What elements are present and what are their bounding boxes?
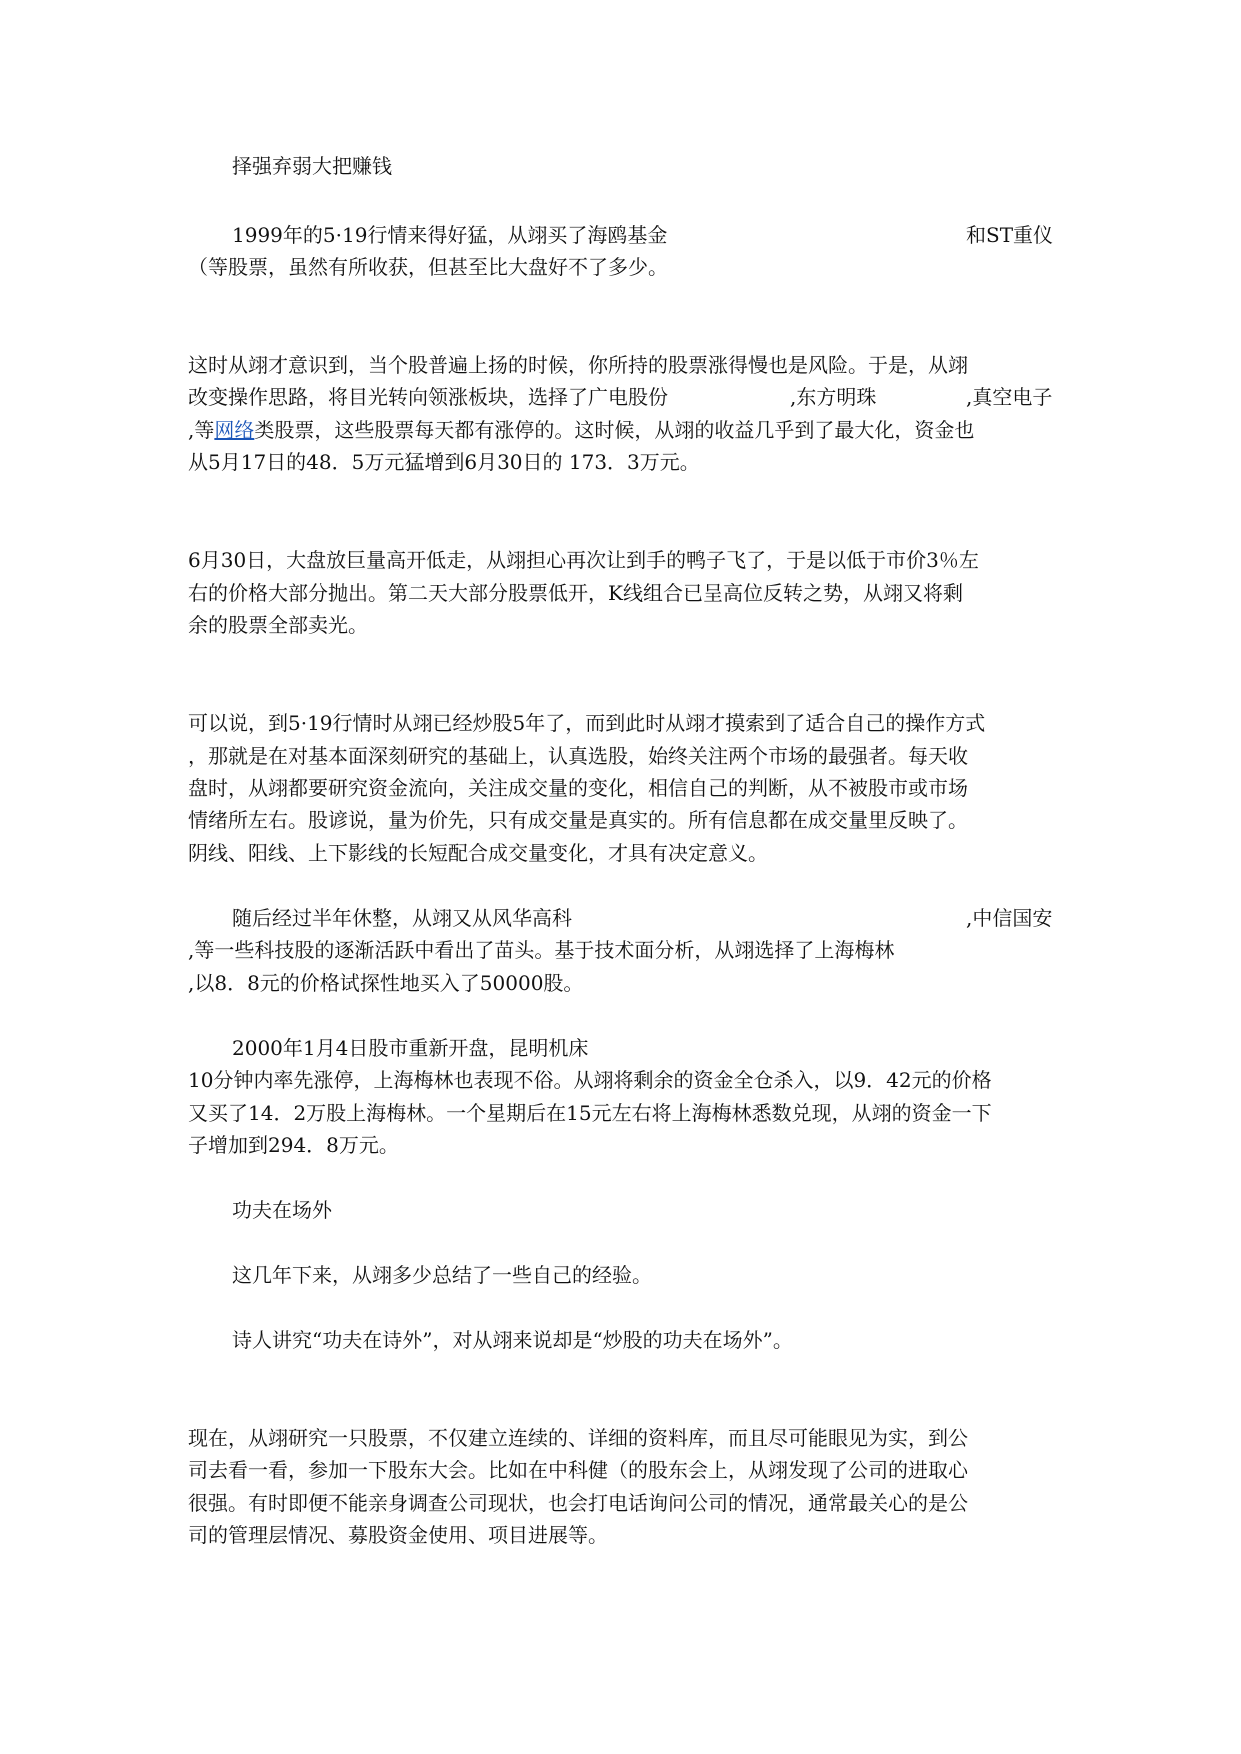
- p6-line3: 又买了14．2万股上海梅林。一个星期后在15元左右将上海梅林悉数兑现，从翊的资金一下: [188, 1101, 992, 1125]
- p6-line1: 2000年1月4日股市重新开盘，昆明机床: [232, 1036, 589, 1060]
- p1-line1-a: 1999年的5·19行情来得好猛，从翊买了海鸥基金: [232, 223, 668, 247]
- p2-line3-pre: ,等: [188, 418, 215, 442]
- p2-line2-b: ,东方明珠: [790, 385, 877, 409]
- p2-line1: 这时从翊才意识到，当个股普遍上扬的时候，你所持的股票涨得慢也是风险。于是，从翊: [188, 353, 968, 377]
- p9-line1: 现在，从翊研究一只股票，不仅建立连续的、详细的资料库，而且尽可能眼见为实，到公: [188, 1426, 968, 1450]
- network-link[interactable]: 网络: [214, 418, 255, 442]
- p5-line1-a: 随后经过半年休整，从翊又从风华高科: [232, 906, 572, 930]
- p8: 诗人讲究“功夫在诗外”，对从翊来说却是“炒股的功夫在场外”。: [232, 1328, 793, 1352]
- p2-line4: 从5月17日的48．5万元猛增到6月30日的 173．3万元。: [188, 450, 700, 474]
- p2-line3-post: 类股票，这些股票每天都有涨停的。这时候，从翊的收益几乎到了最大化，资金也: [254, 418, 975, 442]
- p5-line2: ,等一些科技股的逐渐活跃中看出了苗头。基于技术面分析，从翊选择了上海梅林: [188, 938, 895, 962]
- section-heading-1: 择强弃弱大把赚钱: [232, 154, 392, 178]
- p1-line2: （等股票，虽然有所收获，但甚至比大盘好不了多少。: [188, 255, 668, 279]
- p2-line3: [188, 417, 974, 443]
- p9-line4: 司的管理层情况、募股资金使用、项目进展等。: [188, 1523, 608, 1547]
- p4-line5: 阴线、阳线、上下影线的长短配合成交量变化，才具有决定意义。: [188, 841, 768, 865]
- p4-line4: 情绪所左右。股谚说，量为价先，只有成交量是真实的。所有信息都在成交量里反映了。: [188, 808, 968, 832]
- p4-line2: ，那就是在对基本面深刻研究的基础上，认真选股，始终关注两个市场的最强者。每天收: [188, 744, 968, 768]
- section-heading-2: 功夫在场外: [232, 1198, 332, 1222]
- p3-line3: 余的股票全部卖光。: [188, 613, 368, 637]
- p2-line2-a: 改变操作思路，将目光转向领涨板块，选择了广电股份: [188, 385, 668, 409]
- p6-line4: 子增加到294．8万元。: [188, 1133, 399, 1157]
- p2-line2-c: ,真空电子: [966, 385, 1053, 409]
- p1-line1-b: 和ST重仪: [966, 223, 1054, 247]
- p5-line1-b: ,中信国安: [966, 906, 1053, 930]
- p9-line2: 司去看一看，参加一下股东大会。比如在中科健（的股东会上，从翊发现了公司的进取心: [188, 1458, 968, 1482]
- p4-line3: 盘时，从翊都要研究资金流向，关注成交量的变化，相信自己的判断，从不被股市或市场: [188, 776, 968, 800]
- p7: 这几年下来，从翊多少总结了一些自己的经验。: [232, 1263, 652, 1287]
- p3-line1: 6月30日，大盘放巨量高开低走，从翊担心再次让到手的鸭子飞了，于是以低于市价3％左: [188, 548, 979, 572]
- p4-line1: 可以说，到5·19行情时从翊已经炒股5年了，而到此时从翊才摸索到了适合自己的操作方式: [188, 711, 986, 735]
- p9-line3: 很强。有时即便不能亲身调查公司现状，也会打电话询问公司的情况，通常最关心的是公: [188, 1491, 968, 1515]
- p6-line2: 10分钟内率先涨停，上海梅林也表现不俗。从翊将剩余的资金全仓杀入，以9．42元的价格: [188, 1068, 992, 1092]
- p3-line2: 右的价格大部分抛出。第二天大部分股票低开，K线组合已呈高位反转之势，从翊又将剩: [188, 581, 963, 605]
- p5-line3: ,以8．8元的价格试探性地买入了50000股。: [188, 971, 584, 995]
